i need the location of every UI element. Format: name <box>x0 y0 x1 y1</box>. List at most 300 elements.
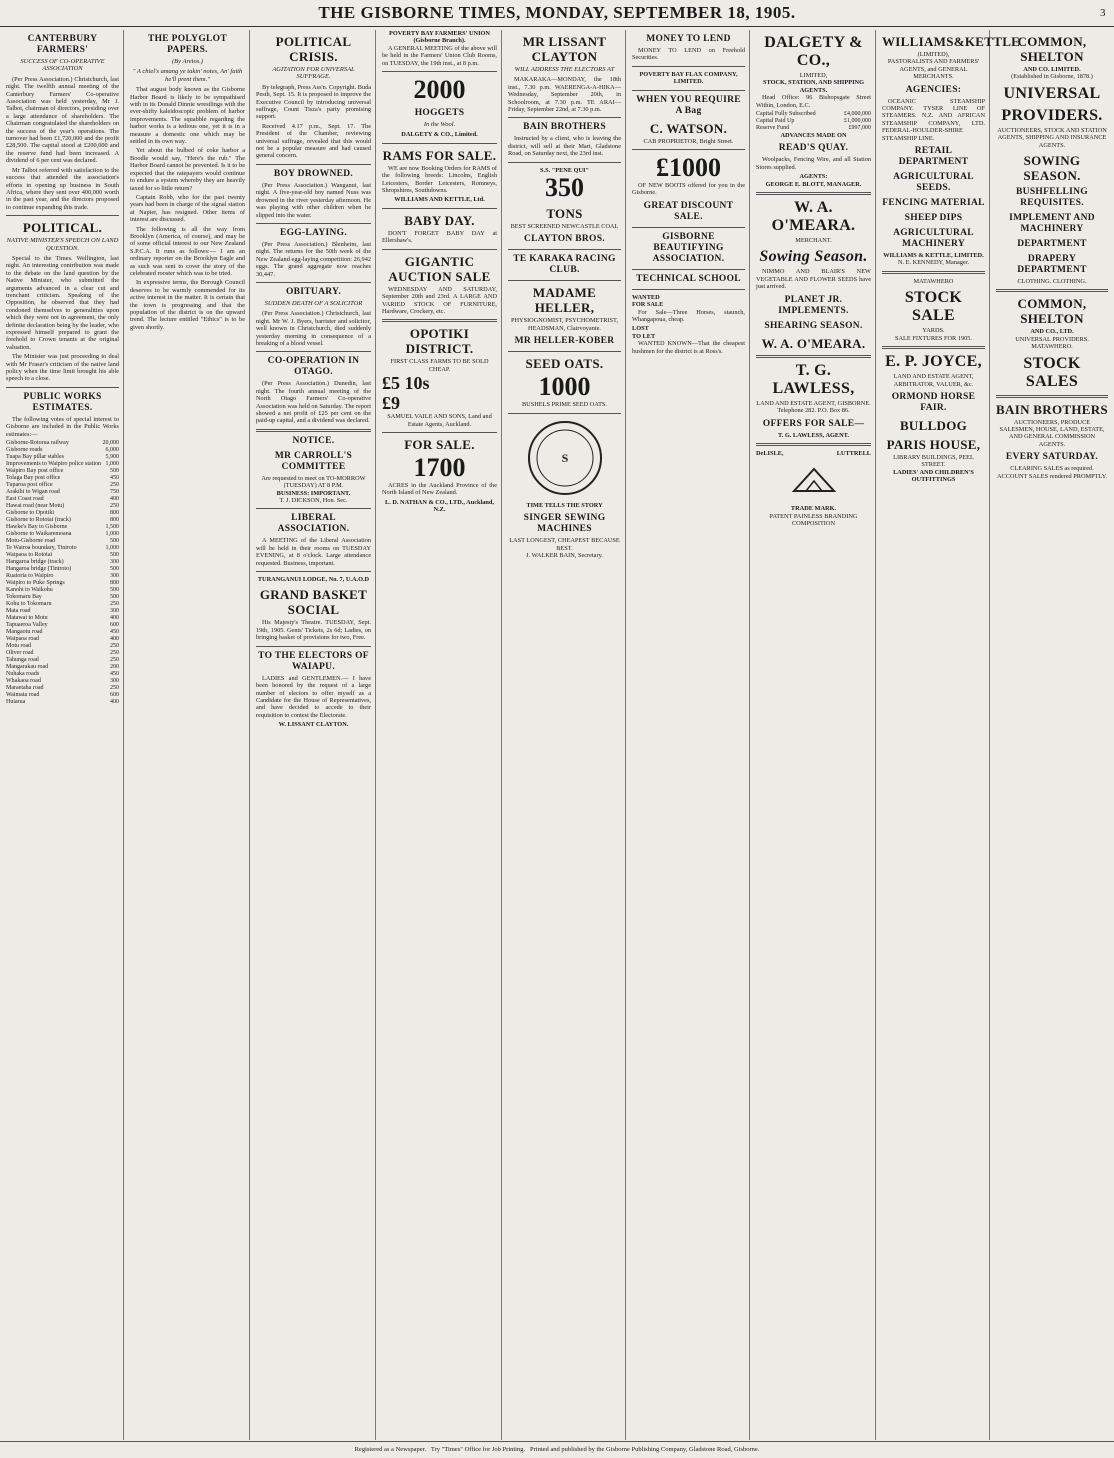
divider <box>256 351 371 352</box>
divider <box>756 443 871 446</box>
article-text: By telegraph, Press Ass'n. Copyright. Buda Pesth, Sept. 15. It is proposed to improve the Executive Council by introducing universal suffrage, Count Tisza's party promising support. <box>256 83 371 121</box>
article-text: (Per Press Association.) Dunedin, last night. The fourth annual meeting of the North Otago Farmers' Co-operative Association was held on Saturday. The report showed a net profit of £25 per cent on the paid-up capital, and a dividend was declared. <box>256 380 371 425</box>
vote-row <box>6 440 119 447</box>
notice-committee: MR CARROLL'S COMMITTEE <box>274 450 353 472</box>
baby-day-text: DON'T FORGET BABY DAY at Ellershaw's. <box>382 229 497 245</box>
vote-item: Huiarua <box>6 699 26 706</box>
money-text: MONEY TO LEND on Freehold Securities. <box>632 47 745 62</box>
divider <box>6 387 119 388</box>
vote-item: Waipaoa road <box>6 636 39 643</box>
vote-item: Whakaoa road <box>6 678 41 685</box>
providers-heading: PROVIDERS. <box>1001 106 1103 124</box>
divider <box>632 227 745 228</box>
vote-row <box>6 664 119 671</box>
vote-amount: 300 <box>110 559 119 566</box>
headline-cooperation: CO-OPERATION IN OTAGO. <box>267 356 360 378</box>
patent-text: PATENT PAINLESS BRANDING COMPOSITION <box>769 512 858 528</box>
vote-item: Waipiro to Puke Springs <box>6 580 65 587</box>
article-text: (Per Press Association.) Wanganui, last night. A five-year-old boy named Nuss was drowned in the river yesterday afternoon. He was playing with other children when he slipped into the water. <box>256 181 371 219</box>
headline-polyglot: THE POLYGLOT PAPERS. <box>147 34 227 55</box>
vote-item: Tahunga road <box>6 657 39 664</box>
acres-number: 1700 <box>413 452 466 482</box>
vote-item: Hawke's Bay to Gisborne <box>6 524 68 531</box>
matawhero-label: MATAWHERO <box>913 277 954 285</box>
wk-signature: WILLIAMS AND KETTLE, Ltd. <box>394 196 485 204</box>
grand-basket-heading: GRAND BASKET SOCIAL <box>259 587 368 618</box>
universal-text: AUCTIONEERS, STOCK AND STATION AGENTS, SHIPPING AND INSURANCE AGENTS. <box>997 126 1107 149</box>
divider <box>382 432 497 433</box>
vote-item: Mangaotu road <box>6 629 43 636</box>
clearing-sales: CLEARING SALES as required. <box>1010 465 1094 473</box>
vote-row <box>6 454 119 461</box>
divider <box>508 413 621 414</box>
vote-row <box>6 636 119 643</box>
vote-item: Tuparoa post office <box>6 482 53 489</box>
vote-row <box>6 594 119 601</box>
samuel-vaile: SAMUEL VAILE AND SONS, Land and Estate Agents, Auckland. <box>387 413 492 428</box>
discount-heading: GREAT DISCOUNT SALE. <box>643 200 734 222</box>
union-text: A GENERAL MEETING of the above will be held in the Farmers' Union Club Rooms, on TUESDAY, the 19th inst., at 8 p.m. <box>382 44 497 67</box>
vote-item: Arakihi to Wigan road <box>6 489 60 496</box>
vote-item: Tapuaeroa Valley <box>6 622 48 629</box>
vote-row <box>6 496 119 503</box>
column-5 <box>504 30 626 1440</box>
agricultural-machinery-heading: AGRICULTURAL MACHINERY <box>893 228 974 250</box>
for-sale-heading: FOR SALE <box>632 301 664 309</box>
clayton-heading: MR LISSANT CLAYTON <box>522 34 607 64</box>
dalgety-office: Head Office: 96 Bishopsgate Street Within, London, E.C. <box>756 94 871 109</box>
watson-sub: CAB PROPRIETOR, Bright Street. <box>643 137 734 145</box>
article-text: Yet about the bulbed of coke harbor a Boodle would say, "Here's the rub." The Harbor Board cannot be prevented. Is it to be expected that the ratepayers would continue to endure a system whereby they are heavily taxed for so little return? <box>130 147 245 192</box>
vote-amount: 800 <box>110 517 119 524</box>
singer-logo-icon <box>525 418 605 498</box>
vote-amount: 500 <box>110 552 119 559</box>
vote-amount: 750 <box>110 489 119 496</box>
ship-name: S.S. "PENE QUI" <box>540 166 589 174</box>
price-1: £5 10s <box>382 373 430 394</box>
divider <box>256 646 371 647</box>
vote-row <box>6 482 119 489</box>
ormond-heading: ORMOND HORSE FAIR. <box>891 391 976 413</box>
liberal-heading: LIBERAL ASSOCIATION. <box>277 513 350 535</box>
lawless-tel: Telephone 282. P.O. Box 86. <box>777 407 850 415</box>
fencing-heading: FENCING MATERIAL <box>882 198 985 209</box>
headline-egg-laying: EGG-LAYING. <box>279 227 348 238</box>
sowing-season-heading: SOWING SEASON. <box>1023 153 1081 184</box>
ladies-heading: LADIES' AND CHILDREN'S OUTFITTINGS <box>893 468 974 484</box>
vote-amount: 450 <box>110 475 119 482</box>
divider <box>382 249 497 250</box>
singer-heading: SINGER SEWING MACHINES <box>523 513 606 535</box>
vote-amount: 300 <box>110 678 119 685</box>
article-text: (Per Press Association.) Christchurch, last night. Mr W. J. Byers, barrister and solicitor, well known in Christchurch, died suddenly yesterday morning in consequence of a breaking of a blood vessel. <box>256 310 371 347</box>
seed-oats-heading: SEED OATS. <box>525 356 604 372</box>
vote-amount: 450 <box>110 671 119 678</box>
boots-number: £1000 <box>656 153 721 183</box>
divider <box>996 289 1108 292</box>
account-sales: ACCOUNT SALES rendered PROMPTLY. <box>996 472 1108 480</box>
subhead-obituary: SUDDEN DEATH OF A SOLICITOR <box>264 299 363 307</box>
lawless-heading: T. G. LAWLESS, <box>772 361 855 397</box>
vote-item: Nuhaka roads <box>6 671 40 678</box>
byline: (By Aretos.) <box>171 58 204 65</box>
vote-amount: 6,000 <box>105 447 119 454</box>
opotiki-heading: OPOTIKI DISTRICT. <box>405 326 474 357</box>
article-text: In expressive terms, the Borough Council deserves to be warmly commended for its active interest in the matter. It is certain that the town is progressing and that the population of the district is on the upward trend. The lecture entitled "Ethics" is to be given shortly. <box>130 279 245 331</box>
vote-item: Gisborne to Waikaremoana <box>6 531 72 538</box>
vote-row <box>6 545 119 552</box>
vote-amount: 400 <box>110 615 119 622</box>
vote-row <box>6 608 119 615</box>
bulldog-heading: BULLDOG <box>899 417 968 433</box>
vote-row <box>6 573 119 580</box>
vote-amount: 500 <box>110 468 119 475</box>
vote-item: Hangaroa bridge (Tiniroto) <box>6 566 72 573</box>
vote-amount: 400 <box>110 699 119 706</box>
every-saturday: EVERY SATURDAY. <box>1005 452 1099 463</box>
vote-amount: 500 <box>110 566 119 573</box>
trade-mark-label: TRADE MARK. <box>790 505 837 513</box>
vote-item: Gisborne-Rotorua railway <box>6 440 69 447</box>
vote-amount: 250 <box>110 643 119 650</box>
delisle-row <box>756 450 871 457</box>
vote-amount: 800 <box>110 510 119 517</box>
vote-item: Kohu to Tokomaru <box>6 601 52 608</box>
vote-amount: 5,900 <box>105 454 119 461</box>
when-heading: WHEN YOU REQUIRE A Bag <box>636 94 741 116</box>
implement-heading: IMPLEMENT AND MACHINERY <box>1009 213 1095 235</box>
luttrell-name: LUTTRELL <box>836 449 871 457</box>
article-text: Received 4.17 p.m., Sept. 17. The President of the Chamber, reviewing universal suffrage, revealed that this would not be a popular measure and had caused general concern. <box>256 122 371 160</box>
vote-row <box>6 643 119 650</box>
common-shelton-sub: AND CO. LIMITED. <box>1023 66 1081 73</box>
vote-item: Tolaga Bay post office <box>6 475 61 482</box>
liberal-text: A MEETING of the Liberal Association will be held in their rooms on TUESDAY EVENING, at 8 o'clock. Large attendance requested. Business, important. <box>256 537 371 567</box>
money-heading: MONEY TO LEND <box>646 34 731 44</box>
grand-basket-text: His Majesty's Theatre. TUESDAY, Sept. 19th, 1905. Gents' Tickets, 2s 6d; Ladies, on bringing basket of provisions for two, Free. <box>256 619 371 642</box>
divider <box>6 215 119 216</box>
footer-2: Try "Times" Office for Job Printing. <box>430 1446 526 1453</box>
notice-signature: T. J. DICKSON, Hon. Sec. <box>279 497 348 505</box>
bushfelling-heading: BUSHFELLING REQUISITES. <box>1016 187 1088 209</box>
vote-amount: 600 <box>110 692 119 699</box>
vote-row <box>6 524 119 531</box>
electors-heading: TO THE ELECTORS OF WAIAPU. <box>258 650 369 672</box>
divider <box>508 351 621 352</box>
reads-text: Woolpacks, Fencing Wire, and all Station Stores supplied. <box>756 156 871 171</box>
notice-heading: NOTICE. <box>292 435 335 446</box>
headline-political-crisis: POLITICAL CRISIS. <box>275 34 352 64</box>
vote-item: Motu road <box>6 643 32 650</box>
union-heading: POVERTY BAY FARMERS' UNION (Gisborne Branch). <box>389 30 490 45</box>
clayton-bros: CLAYTON BROS. <box>524 234 605 245</box>
baby-day-heading: BABY DAY. <box>404 212 475 228</box>
common-shelton-heading-2: COMMON, SHELTON <box>1017 296 1087 327</box>
for-sale-heading: FOR SALE. <box>404 436 475 452</box>
vote-amount: 250 <box>110 657 119 664</box>
racing-heading: TE KARAKA RACING CLUB. <box>513 254 616 276</box>
footer-3: Printed and published by the Gisborne Publishing Company, Gladstone Road, Gisborne. <box>530 1446 760 1453</box>
rams-text: WE are now Booking Orders for RAMS of the following breeds: Lincolns, English Leicesters, Border Leicesters, Romneys, Shropshires, Southdowns. <box>382 164 497 195</box>
common-shelton-heading: COMMON, SHELTON <box>1017 34 1087 64</box>
subhead-canterbury: SUCCESS OF CO-OPERATIVE ASSOCIATION <box>20 58 105 73</box>
omeara-heading: W. A. O'MEARA. <box>771 199 856 235</box>
article-text: (Per Press Association.) Christchurch, last night. The twelfth annual meeting of the Canterbury Farmers' Co-operative Association was held yesterday, Mr J. Talbot, chairman of directors, presiding over a large attendance of shareholders. The Chairman congratulated the shareholders on the success of the year's operations. The turnover had been £1,720,000 and the profit £28,500. The capital stood at £200,000 and the reserve fund had been increased. A dividend of 6 per cent was declared. <box>6 75 119 165</box>
joyce-heading: E. P. JOYCE, <box>885 353 982 371</box>
vote-row <box>6 622 119 629</box>
divider <box>508 117 621 118</box>
divider <box>256 164 371 165</box>
vote-item: Gisborne roads <box>6 447 43 454</box>
vote-row <box>6 629 119 636</box>
paris-house-heading: PARIS HOUSE, <box>886 436 981 452</box>
dalgety-sub: LIMITED, <box>799 72 828 79</box>
divider <box>256 429 371 432</box>
joyce-sub: LAND AND ESTATE AGENT, ARBITRATOR, VALUER, &c. <box>893 373 974 388</box>
vote-amount: 300 <box>110 573 119 580</box>
vote-row <box>6 699 119 706</box>
svg-text:S: S <box>561 450 568 465</box>
votes-table <box>6 440 119 706</box>
divider <box>632 149 745 150</box>
gigantic-sale-heading: GIGANTIC AUCTION SALE <box>388 253 491 284</box>
vote-amount: 600 <box>110 622 119 629</box>
column-1 <box>2 30 124 1440</box>
price-2: £9 <box>382 393 400 414</box>
wk-manager: N. E. KENNEDY, Manager. <box>897 259 970 267</box>
vote-item: Tokomaru Bay <box>6 594 42 601</box>
vote-row <box>6 615 119 622</box>
divider <box>256 508 371 509</box>
seed-text: BUSHELS PRIME SEED OATS. <box>521 401 608 409</box>
dalgety-signature: DALGETY & CO., Limited. <box>401 131 478 139</box>
vote-item: Hawai road (near Motu) <box>6 503 65 510</box>
universal-heading: UNIVERSAL <box>1003 84 1101 102</box>
george-blott: GEORGE E. BLOTT, MANAGER. <box>765 180 862 188</box>
vote-amount: 450 <box>110 629 119 636</box>
article-text: The Minister was just proceeding to deal with Mr Fraser's criticism of the native land policy when the time limit brought his able speech to a close. <box>6 353 119 383</box>
divider <box>508 249 621 250</box>
electors-text: LADIES and GENTLEMEN.— I have been honored by the request of a large number of electors to offer myself as a Candidate for the House of Representatives, and have decided to accede to their requisition to contest the Electorate. <box>256 674 371 719</box>
vote-amount: 400 <box>110 496 119 503</box>
column-6 <box>628 30 750 1440</box>
for-sale-text: For Sale—Three Horses, staunch, Whangapoua, cheap. <box>632 308 745 324</box>
article-text: The following is all the way from Brooklyn (America, of course), and may be of some official interest to our New Zealand S.P.C.A. It runs as follows:— I am an ordinary reporter on the Brooklyn Eagle and as such was sent to cover the story of the celebrated rooster which was to be tried. <box>130 225 245 277</box>
headline-canterbury: CANTERBURY FARMERS' <box>27 34 98 55</box>
agents-heading: AGENTS: <box>799 173 828 181</box>
vote-item: Motu-Gisborne road <box>6 538 56 545</box>
vote-row <box>6 552 119 559</box>
wanted-heading: WANTED <box>632 293 660 301</box>
vote-row <box>6 489 119 496</box>
vote-row <box>6 517 119 524</box>
lodge-heading: TURANGANUI LODGE, No. 7, U.A.O.D <box>257 576 370 584</box>
offers-heading: OFFERS FOR SALE— <box>762 418 865 429</box>
notice-business: BUSINESS: IMPORTANT. <box>276 489 351 497</box>
delisle-name: DeLISLE, <box>756 449 784 457</box>
agencies-heading: AGENCIES: <box>905 84 962 95</box>
boots-text: OF NEW BOOTS offered for you in the Gisborne. <box>632 182 745 197</box>
coal-sub: BEST SCREENED NEWCASTLE COAL <box>510 223 619 231</box>
vote-amount: 250 <box>110 503 119 510</box>
vote-row <box>6 475 119 482</box>
vote-amount: 1,000 <box>105 461 119 468</box>
agencies-list: OCEANIC STEAMSHIP COMPANY. TYSER LINE OF STEAMERS. N.Z. AND AFRICAN STEAMSHIP COMPANY, LTD. FEDERAL-HOULDER-SHIRE STEAMSHIP LINE. <box>882 97 985 142</box>
vote-item: Te Wairoa boundary, Tiniroto <box>6 545 77 552</box>
divider <box>508 162 621 163</box>
shearing-heading: SHEARING SEASON. <box>764 320 863 331</box>
heller-heading: MADAME HELLER, <box>532 285 597 316</box>
divider <box>256 223 371 224</box>
subhead-suffrage: AGITATION FOR UNIVERSAL SUFFRAGE. <box>272 66 355 81</box>
vote-item: Improvements to Waipiro police station <box>6 461 102 468</box>
divider <box>632 90 745 91</box>
bain-heading: BAIN BROTHERS <box>523 122 606 133</box>
divider <box>632 269 745 270</box>
masthead-title: THE GISBORNE TIMES, MONDAY, SEPTEMBER 18, 1905. <box>318 3 796 22</box>
divider <box>256 282 371 283</box>
vote-item: Waimata road <box>6 692 40 699</box>
page-number: 3 <box>1100 7 1106 19</box>
vote-row <box>6 671 119 678</box>
dalgety-text: STOCK, STATION, AND SHIPPING AGENTS. <box>763 79 864 94</box>
vote-item: Matawai to Motu <box>6 615 48 622</box>
hoggets-sub: In the Wool. <box>423 121 456 129</box>
vote-row <box>6 531 119 538</box>
common-shelton-sub-2: AND CO., LTD. <box>1030 328 1074 336</box>
coal-heading: TONS <box>546 206 583 222</box>
divider <box>382 208 497 209</box>
vote-row <box>6 566 119 573</box>
retail-heading: RETAIL DEPARTMENT <box>898 146 969 168</box>
matawhero-label-2: MATAWHERO. <box>1031 343 1073 351</box>
stock-sales-heading: STOCK SALES <box>1023 354 1081 390</box>
vote-row <box>6 468 119 475</box>
vote-amount: 250 <box>110 482 119 489</box>
vote-item: Mangarakau road <box>6 664 49 671</box>
divider <box>756 192 871 195</box>
article-text: That august body known as the Gisborne Harbor Board is likely to be sympathised with in its Donald Dinnie wrestlings with the ever-shifty kaleidoscopic problem of harbor improvements. The squabble regarding the harbor works is a tedious one, yet it is in a measure a domestic one which may be settled in its own way. <box>130 86 245 146</box>
vote-amount: 200 <box>110 664 119 671</box>
divider <box>996 395 1108 398</box>
hoggets-heading: HOGGETS <box>414 108 465 119</box>
divider <box>882 346 985 349</box>
sheep-dips-heading: SHEEP DIPS <box>904 213 963 224</box>
vote-amount: 300 <box>110 608 119 615</box>
vote-item: Waipaoa to Rototai <box>6 552 53 559</box>
headline-boy-drowned: BOY DROWNED. <box>273 168 354 179</box>
universal-providers-2: UNIVERSAL PROVIDERS. <box>1015 335 1089 343</box>
flax-heading: POVERTY BAY FLAX COMPANY, LIMITED. <box>639 70 738 86</box>
vote-row <box>6 461 119 468</box>
divider <box>382 71 497 72</box>
divider <box>256 571 371 572</box>
paris-house-sub: LIBRARY BUILDINGS, PEEL STREET. <box>893 453 974 469</box>
wk-text: PASTORALISTS AND FARMERS' AGENTS, and GENERAL MERCHANTS. <box>887 58 980 81</box>
vote-row <box>6 692 119 699</box>
lawless-sub: LAND AND ESTATE AGENT, GISBORNE. <box>756 399 871 407</box>
walker-bain: J. WALKER BAIN, Secretary. <box>526 551 603 559</box>
article-text: The following votes of special interest to Gisborne are included in the Public Works estimates:— <box>6 415 119 438</box>
column-9 <box>992 30 1112 1440</box>
vote-row <box>6 559 119 566</box>
vote-row <box>6 657 119 664</box>
vote-item: East Coast road <box>6 496 44 503</box>
dalgety-heading: DALGETY & CO., <box>764 34 863 69</box>
bain-brothers-sub: AUCTIONEERS, PRODUCE SALESMEN, HOUSE, LAND, ESTATE, AND GENERAL COMMISSION AGENTS. <box>999 418 1105 448</box>
electors-signature: W. LISSANT CLAYTON. <box>278 721 349 729</box>
vote-amount: 1,000 <box>105 545 119 552</box>
agricultural-seeds-heading: AGRICULTURAL SEEDS. <box>893 172 974 194</box>
article-text: Captain Robb, who for the past twenty years had been in charge of the signal station at Napier, has resigned. Other items of interest are discussed. <box>130 193 245 224</box>
vote-row <box>6 678 119 685</box>
vote-amount: 1,500 <box>105 524 119 531</box>
to-let-heading: TO LET <box>632 332 656 340</box>
omeara-heading-2: W. A. O'MEARA. <box>761 335 866 351</box>
vote-row <box>6 538 119 545</box>
article-text: Mr Talbot referred with satisfaction to the success that attended the association's efforts in opening up business in South Africa, where they sent over 400,000 worth in the past year, and the directors proposed to continue expanding this trade. <box>6 166 119 211</box>
opotiki-text: FIRST CLASS FARMS TO BE SOLD CHEAP. <box>390 358 489 373</box>
lost-heading: LOST <box>632 325 649 333</box>
column-4 <box>378 30 502 1440</box>
vote-item: Waipiro Bay post office <box>6 468 64 475</box>
drapery-heading: DRAPERY DEPARTMENT <box>1017 254 1087 276</box>
bain-brothers-heading: BAIN BROTHERS <box>996 401 1108 417</box>
vote-item: Gisborne to Rototai (track) <box>6 517 71 524</box>
clayton-sub: WILL ADDRESS THE ELECTORS AT <box>514 66 615 73</box>
vote-amount: 250 <box>110 685 119 692</box>
vote-item: Tuapa Bay pillar stables <box>6 454 64 461</box>
vote-item: Hangaroa bridge (track) <box>6 559 64 566</box>
quote: " A chiel's amang ye takin' notes, An' faith he'll prent them." <box>132 68 243 83</box>
common-shelton-est: (Established in Gisborne, 1878.) <box>1011 73 1093 81</box>
reads-quay: READ'S QUAY. <box>778 143 849 154</box>
gigantic-sale-text: WEDNESDAY AND SATURDAY, September 20th and 23rd. A LARGE AND VARIED STOCK OF FURNITURE, Hardware, Crockery, etc. <box>382 285 497 315</box>
vote-item: Ruatoria to Waipiro <box>6 573 54 580</box>
vote-amount: 250 <box>110 650 119 657</box>
vote-row <box>6 685 119 692</box>
vote-amount: 500 <box>110 587 119 594</box>
masthead <box>0 0 1114 27</box>
bain-text: Instructed by a client, who is leaving the district, will sell at their Mart, Gladstone Road, on Saturday next, the 23rd inst. <box>508 135 621 158</box>
stock-sale-text: SALE FIXTURES FOR 1905. <box>895 334 972 342</box>
stock-sale-heading: STOCK SALE <box>904 289 963 325</box>
vote-amount: 500 <box>110 594 119 601</box>
vote-row <box>6 650 119 657</box>
vote-amount: 250 <box>110 601 119 608</box>
heller-text: PHYSIOGNOMIST, PSYCHOMETRIST, HEADSMAN, Clairvoyante. <box>510 317 618 332</box>
vote-row <box>6 503 119 510</box>
divider <box>632 289 745 290</box>
headline-political: POLITICAL. <box>22 220 103 236</box>
vote-item: Gisborne to Opotiki <box>6 510 54 517</box>
coal-number: 350 <box>545 173 584 203</box>
vote-amount: 500 <box>110 538 119 545</box>
footer-1: Registered as a Newspaper. <box>354 1446 427 1453</box>
hoggets-number: 2000 <box>413 75 466 105</box>
vote-row <box>6 510 119 517</box>
kober-heading: MR HELLER-KOBER <box>514 336 615 347</box>
article-text: Special to the Times. Wellington, last night. An interesting contribution was made to the debate on the land question by the Native Minister, who submitted the arguments advanced in a clear cut and trenchant criticism. Speaking of the Opposition, he observed that they had condoned themselves to generalities upon which they were not in agreement, the only definite declaration being by the leader, who expressed himself prepared to grant the freehold to Crown tenants at the original valuation. <box>6 254 119 351</box>
seed-number: 1000 <box>538 372 591 402</box>
implement-sub: DEPARTMENT <box>1017 239 1087 250</box>
singer-text: LAST LONGEST, CHEAPEST BECAUSE BEST. <box>509 537 620 552</box>
column-2 <box>126 30 250 1440</box>
notice-text: Are requested to meet on TO-MORROW (TUESDAY) AT 8 P.M. <box>261 474 366 490</box>
omeara-sub: MERCHANT. <box>795 237 832 245</box>
subhead-native-minister: NATIVE MINISTER'S SPEECH ON LAND QUESTION. <box>6 237 119 252</box>
divider <box>882 271 985 274</box>
